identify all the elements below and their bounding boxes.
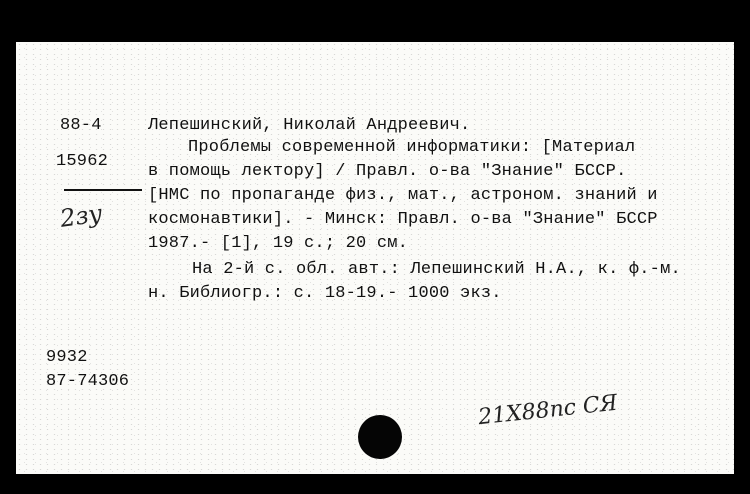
entry-line-7: н. Библиогр.: с. 18-19.- 1000 экз. bbox=[148, 284, 502, 303]
entry-heading: Лепешинский, Николай Андреевич. bbox=[148, 116, 471, 135]
ink-blot bbox=[358, 415, 402, 459]
code-2: 87-74306 bbox=[46, 372, 130, 391]
call-number-rule bbox=[64, 189, 142, 191]
entry-line-4: космонавтики]. - Минск: Правл. о-ва "Знание" БССР bbox=[148, 210, 658, 229]
handwritten-note: 21Х88пс СЯ bbox=[477, 390, 619, 431]
scan-noise bbox=[16, 42, 734, 474]
entry-line-2: в помощь лектору] / Правл. о-ва "Знание" БССР. bbox=[148, 162, 627, 181]
code-1: 9932 bbox=[46, 348, 88, 367]
call-number-id: 15962 bbox=[56, 152, 109, 171]
call-number-class: 88-4 bbox=[60, 116, 102, 135]
entry-line-3: [НМС по пропаганде физ., мат., астроном. знаний и bbox=[148, 186, 658, 205]
entry-line-6: На 2-й с. обл. авт.: Лепешинский Н.А., к. ф.-м. bbox=[192, 260, 681, 279]
entry-line-5: 1987.- [1], 19 с.; 20 см. bbox=[148, 234, 409, 253]
handwritten-mark: 2зу bbox=[58, 199, 105, 233]
entry-line-1: Проблемы современной информатики: [Материал bbox=[188, 138, 636, 157]
catalog-card bbox=[16, 42, 734, 474]
